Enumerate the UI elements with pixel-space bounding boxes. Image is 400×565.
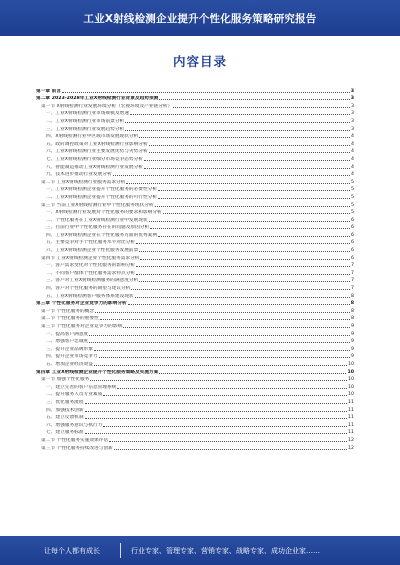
toc-entry-title: 第三节 当前工业X射线检测行业中个性化服务现状分析 xyxy=(41,202,154,208)
toc-leader-dots xyxy=(140,259,350,260)
toc-entry-title: 一、工业X射线检测行业市场规模及增速 xyxy=(46,111,129,117)
toc-entry[interactable] xyxy=(36,344,354,352)
toc-leader-dots xyxy=(123,327,350,328)
toc-entry-title: 五、工业X射线检测客户服务体系建设现状 xyxy=(46,293,134,299)
toc-leader-dots xyxy=(94,350,350,351)
toc-entry-page: 4 xyxy=(351,149,354,155)
toc-entry-page: 4 xyxy=(351,172,354,178)
toc-entry-title: 第一节 个性化服务的概念 xyxy=(41,308,95,314)
toc-entry-title: 四、加强技术创新 xyxy=(46,407,84,413)
toc-entry[interactable] xyxy=(36,238,354,246)
toc-leader-dots xyxy=(144,160,350,161)
toc-entry-page: 3 xyxy=(351,103,354,109)
toc-entry-page: 6 xyxy=(351,248,354,254)
toc-entry[interactable] xyxy=(36,86,354,94)
toc-entry-title: 第一节 加强个性化服务 xyxy=(41,377,90,383)
toc-entry-page: 10 xyxy=(348,377,354,383)
toc-entry-page: 4 xyxy=(351,156,354,162)
toc-entry-title: 二、工业X射线检测行业市场前景分析 xyxy=(46,118,125,124)
toc-leader-dots xyxy=(126,183,350,184)
toc-entry[interactable] xyxy=(36,329,354,337)
toc-entry-page: 12 xyxy=(348,445,354,451)
toc-entry-page: 9 xyxy=(351,346,354,352)
toc-leader-dots xyxy=(114,449,347,450)
toc-entry-page: 6 xyxy=(351,232,354,238)
toc-entry-title: 五、主要竞争对手个性化服务水平对比分析 xyxy=(46,240,136,246)
toc-leader-dots xyxy=(109,441,347,442)
toc-entry[interactable] xyxy=(36,177,354,185)
toc-entry-title: 第三节 个性化服务对企业竞争力的影响 xyxy=(41,324,123,329)
toc-entry-page: 5 xyxy=(351,187,354,193)
toc-entry-title: 二、个性化服务在工业X射线检测行业中发展现状 xyxy=(46,217,148,223)
toc-leader-dots xyxy=(158,236,350,237)
toc-entry-title: 五、建立反馈机制 xyxy=(46,415,84,421)
toc-leader-dots xyxy=(100,319,350,320)
toc-leader-dots xyxy=(139,137,350,138)
toc-leader-dots xyxy=(130,114,350,115)
toc-leader-dots xyxy=(85,433,348,434)
toc-entry[interactable] xyxy=(36,245,354,253)
toc-entry-page: 7 xyxy=(351,278,354,284)
page-header xyxy=(0,0,400,36)
toc-entry[interactable] xyxy=(36,367,354,375)
toc-entry-page: 5 xyxy=(351,202,354,208)
toc-leader-dots xyxy=(90,380,347,381)
toc-leader-dots xyxy=(125,130,350,131)
toc-entry-title: 七、建立服务标准 xyxy=(46,430,84,436)
toc-entry[interactable] xyxy=(36,109,354,117)
toc-entry-title: 九、技术进步推动行业发展分析 xyxy=(46,172,112,178)
toc-entry-page: 10 xyxy=(348,361,354,367)
table-of-contents xyxy=(36,86,354,451)
toc-entry[interactable] xyxy=(36,390,354,398)
toc-entry-title: 第二章 2023-2028年工业X射线检测行业背景及趋势预测 xyxy=(36,96,159,102)
toc-entry[interactable] xyxy=(36,200,354,208)
toc-entry[interactable] xyxy=(36,101,354,109)
toc-leader-dots xyxy=(139,251,350,252)
toc-entry[interactable] xyxy=(36,139,354,147)
toc-entry[interactable] xyxy=(36,208,354,216)
toc-entry-title: 五、增加企业经济效益 xyxy=(46,361,93,367)
toc-leader-dots xyxy=(95,312,350,313)
toc-entry-title: 第四节 工业X射线检测企业个性化服务需求分析 xyxy=(41,255,140,261)
toc-leader-dots xyxy=(144,168,350,169)
toc-leader-dots xyxy=(136,243,350,244)
toc-entry-title: 五、政府调控政策对工业X射线检测行业影响分析 xyxy=(46,141,148,147)
toc-leader-dots xyxy=(155,206,351,207)
toc-entry-title: 二、增强客户忠诚度 xyxy=(46,339,89,345)
toc-entry-page: 8 xyxy=(351,316,354,322)
toc-entry-title: 四、客户对个性化服务的期望与建议分析 xyxy=(46,286,131,292)
toc-leader-dots xyxy=(159,99,349,100)
toc-leader-dots xyxy=(158,190,350,191)
toc-entry-page: 9 xyxy=(351,331,354,337)
toc-entry-page: 3 xyxy=(351,126,354,132)
toc-entry[interactable] xyxy=(36,321,354,329)
toc-entry-title: 二、工业X射线检测企业提升个性化服务的可行性分析 xyxy=(46,194,158,200)
toc-entry-title: 一、建立完善的客户信息管理系统 xyxy=(46,384,117,390)
toc-entry[interactable] xyxy=(36,337,354,345)
toc-entry-page: 11 xyxy=(348,415,354,421)
toc-entry-page: 4 xyxy=(351,164,354,170)
toc-entry[interactable] xyxy=(36,359,354,367)
toc-leader-dots xyxy=(62,92,350,93)
toc-entry[interactable] xyxy=(36,413,354,421)
toc-entry[interactable] xyxy=(36,215,354,223)
toc-leader-dots xyxy=(150,228,350,229)
toc-entry-title: 六、增强服务意识与执行力 xyxy=(46,422,103,428)
toc-leader-dots xyxy=(103,395,347,396)
footer-experts: 行业专家、管理专家、营销专家、战略专家、成功企业家…… xyxy=(131,546,320,555)
toc-entry-title: 六、工业X射线检测行业主要发展优势与劣势分析 xyxy=(46,149,148,155)
toc-entry-title: 三、提升企业品牌形象 xyxy=(46,346,93,352)
toc-leader-dots xyxy=(135,297,350,298)
toc-entry-title: 八、智能制造推动工业X射线检测行业发展分析 xyxy=(46,164,143,170)
toc-leader-dots xyxy=(136,274,350,275)
toc-entry-page: 5 xyxy=(351,194,354,200)
toc-entry-page: 7 xyxy=(351,270,354,276)
toc-leader-dots xyxy=(149,145,350,146)
toc-leader-dots xyxy=(113,175,350,176)
toc-entry-title: 一、提高客户满意度 xyxy=(46,331,89,337)
toc-entry-page: 8 xyxy=(350,301,354,307)
toc-entry[interactable] xyxy=(36,192,354,200)
toc-entry[interactable] xyxy=(36,276,354,284)
toc-entry-page: 9 xyxy=(351,324,354,329)
toc-entry-title: 三、客户对工业X射线检测服务的满意度分析 xyxy=(46,278,139,284)
toc-entry[interactable] xyxy=(36,132,354,140)
toc-entry[interactable] xyxy=(36,428,354,436)
toc-entry[interactable] xyxy=(36,306,354,314)
toc-entry[interactable] xyxy=(36,268,354,276)
toc-entry[interactable] xyxy=(36,253,354,261)
toc-entry[interactable] xyxy=(36,397,354,405)
toc-entry-page: 10 xyxy=(347,369,354,375)
toc-entry-title: 一、X射线检测行业发展对个性化服务的要求和影响分析 xyxy=(46,210,162,216)
toc-entry-title: 四、X射线检测行业中区域市场发展现状分析 xyxy=(46,134,139,140)
toc-entry-page: 6 xyxy=(351,217,354,223)
toc-entry-page: 4 xyxy=(351,141,354,147)
toc-entry-title: 七、工业X射线检测行业细分市场竞争态势分析 xyxy=(46,156,143,162)
toc-entry[interactable] xyxy=(36,352,354,360)
toc-entry-page: 6 xyxy=(351,240,354,246)
toc-entry-title: 第三节 个性化服务持续改进与创新 xyxy=(41,445,113,451)
toc-leader-dots xyxy=(125,122,350,123)
toc-entry-page: 7 xyxy=(351,263,354,269)
toc-leader-dots xyxy=(149,221,350,222)
toc-leader-dots xyxy=(99,357,350,358)
toc-entry-title: 三、目前行业中个性化服务存在的问题及原因分析 xyxy=(46,225,150,231)
page-footer xyxy=(0,536,400,565)
toc-entry-title: 一、客户需求变化对个性化服务的影响分析 xyxy=(46,263,136,269)
toc-entry-page: 8 xyxy=(351,308,354,314)
toc-leader-dots xyxy=(149,152,350,153)
toc-entry-title: 第三章 个性化服务对企业竞争力的影响分析 xyxy=(36,301,127,307)
toc-entry[interactable] xyxy=(36,291,354,299)
toc-entry[interactable] xyxy=(36,170,354,178)
toc-entry-page: 11 xyxy=(348,399,354,405)
toc-entry-page: 3 xyxy=(350,88,354,94)
toc-leader-dots xyxy=(136,266,350,267)
toc-leader-dots xyxy=(89,342,350,343)
toc-entry[interactable] xyxy=(36,314,354,322)
toc-entry[interactable] xyxy=(36,230,354,238)
toc-entry-page: 6 xyxy=(351,225,354,231)
toc-entry-title: 二、提升服务人员专业素质 xyxy=(46,392,103,398)
toc-entry-title: 第二节 个性化服务的重要性 xyxy=(41,316,99,322)
toc-heading: 内容目录 xyxy=(172,54,227,69)
toc-entry-title: 第二节 个性化服务实施效果评估 xyxy=(41,437,109,443)
toc-entry[interactable] xyxy=(36,382,354,390)
toc-leader-dots xyxy=(94,365,347,366)
report-title: 工业X射线检测企业提升个性化服务策略研究报告 xyxy=(83,12,317,25)
toc-entry-page: 8 xyxy=(351,293,354,299)
toc-leader-dots xyxy=(117,388,347,389)
toc-entry[interactable] xyxy=(36,185,354,193)
toc-entry-page: 11 xyxy=(348,407,354,413)
toc-leader-dots xyxy=(128,304,350,305)
toc-entry[interactable] xyxy=(36,94,354,102)
toc-leader-dots xyxy=(89,335,350,336)
toc-entry-page: 4 xyxy=(351,134,354,140)
toc-entry[interactable] xyxy=(36,147,354,155)
toc-entry-title: 一、工业X射线检测企业提升个性化服务的必要性分析 xyxy=(46,187,158,193)
toc-entry-page: 12 xyxy=(348,437,354,443)
toc-entry-page: 3 xyxy=(350,96,354,102)
toc-entry[interactable] xyxy=(36,223,354,231)
toc-entry-title: 六、工业X射线检测企业个性化服务发展前景 xyxy=(46,248,139,254)
toc-entry-page: 11 xyxy=(348,430,354,436)
footer-divider xyxy=(120,543,121,558)
toc-entry-page: 11 xyxy=(348,422,354,428)
toc-entry-page: 3 xyxy=(351,118,354,124)
toc-entry[interactable] xyxy=(36,116,354,124)
toc-entry-title: 第二节 工业X射线检测行业服务需求分析 xyxy=(41,179,126,185)
toc-leader-dots xyxy=(173,107,350,108)
toc-entry[interactable] xyxy=(36,375,354,383)
toc-entry-page: 9 xyxy=(351,354,354,360)
toc-entry[interactable] xyxy=(36,443,354,451)
toc-leader-dots xyxy=(158,198,350,199)
toc-leader-dots xyxy=(131,289,350,290)
toc-entry[interactable] xyxy=(36,261,354,269)
toc-leader-dots xyxy=(85,403,348,404)
toc-entry[interactable] xyxy=(36,162,354,170)
toc-entry-page: 10 xyxy=(348,384,354,390)
toc-entry-page: 5 xyxy=(351,179,354,185)
toc-entry-page: 7 xyxy=(351,286,354,292)
toc-leader-dots xyxy=(103,426,347,427)
toc-entry[interactable] xyxy=(36,283,354,291)
toc-entry-title: 三、优化服务流程 xyxy=(46,399,84,405)
toc-entry[interactable] xyxy=(36,435,354,443)
toc-entry-page: 6 xyxy=(351,255,354,261)
toc-entry-page: 3 xyxy=(351,111,354,117)
toc-leader-dots xyxy=(159,373,346,374)
toc-leader-dots xyxy=(85,418,348,419)
toc-leader-dots xyxy=(163,213,350,214)
toc-entry[interactable] xyxy=(36,124,354,132)
toc-entry-title: 二、不同客户群体个性化服务需求特点分析 xyxy=(46,270,136,276)
toc-entry-page: 9 xyxy=(351,339,354,345)
toc-entry[interactable] xyxy=(36,154,354,162)
footer-slogan: 让每个人都有成长 xyxy=(44,546,100,555)
toc-entry[interactable] xyxy=(36,420,354,428)
toc-entry[interactable] xyxy=(36,299,354,307)
toc-entry-page: 5 xyxy=(351,210,354,216)
toc-entry-title: 四、提升企业市场竞争力 xyxy=(46,354,98,360)
toc-entry[interactable] xyxy=(36,405,354,413)
toc-entry-title: 三、工业X射线检测行业发展趋势分析 xyxy=(46,126,125,132)
toc-leader-dots xyxy=(85,411,348,412)
toc-entry-page: 10 xyxy=(348,392,354,398)
toc-entry-title: 四、工业X射线检测企业在个性化服务方面的优秀案例 xyxy=(46,232,158,238)
toc-leader-dots xyxy=(139,281,350,282)
toc-entry-title: 第一章 前言 xyxy=(36,88,62,94)
toc-entry-title: 第一节 X射线检测行业发展环境分析（宏观环境及产业链分析） xyxy=(41,103,173,109)
toc-entry-title: 第四章 工业X射线检测企业提升个性化服务策略及实施方案 xyxy=(36,369,159,375)
